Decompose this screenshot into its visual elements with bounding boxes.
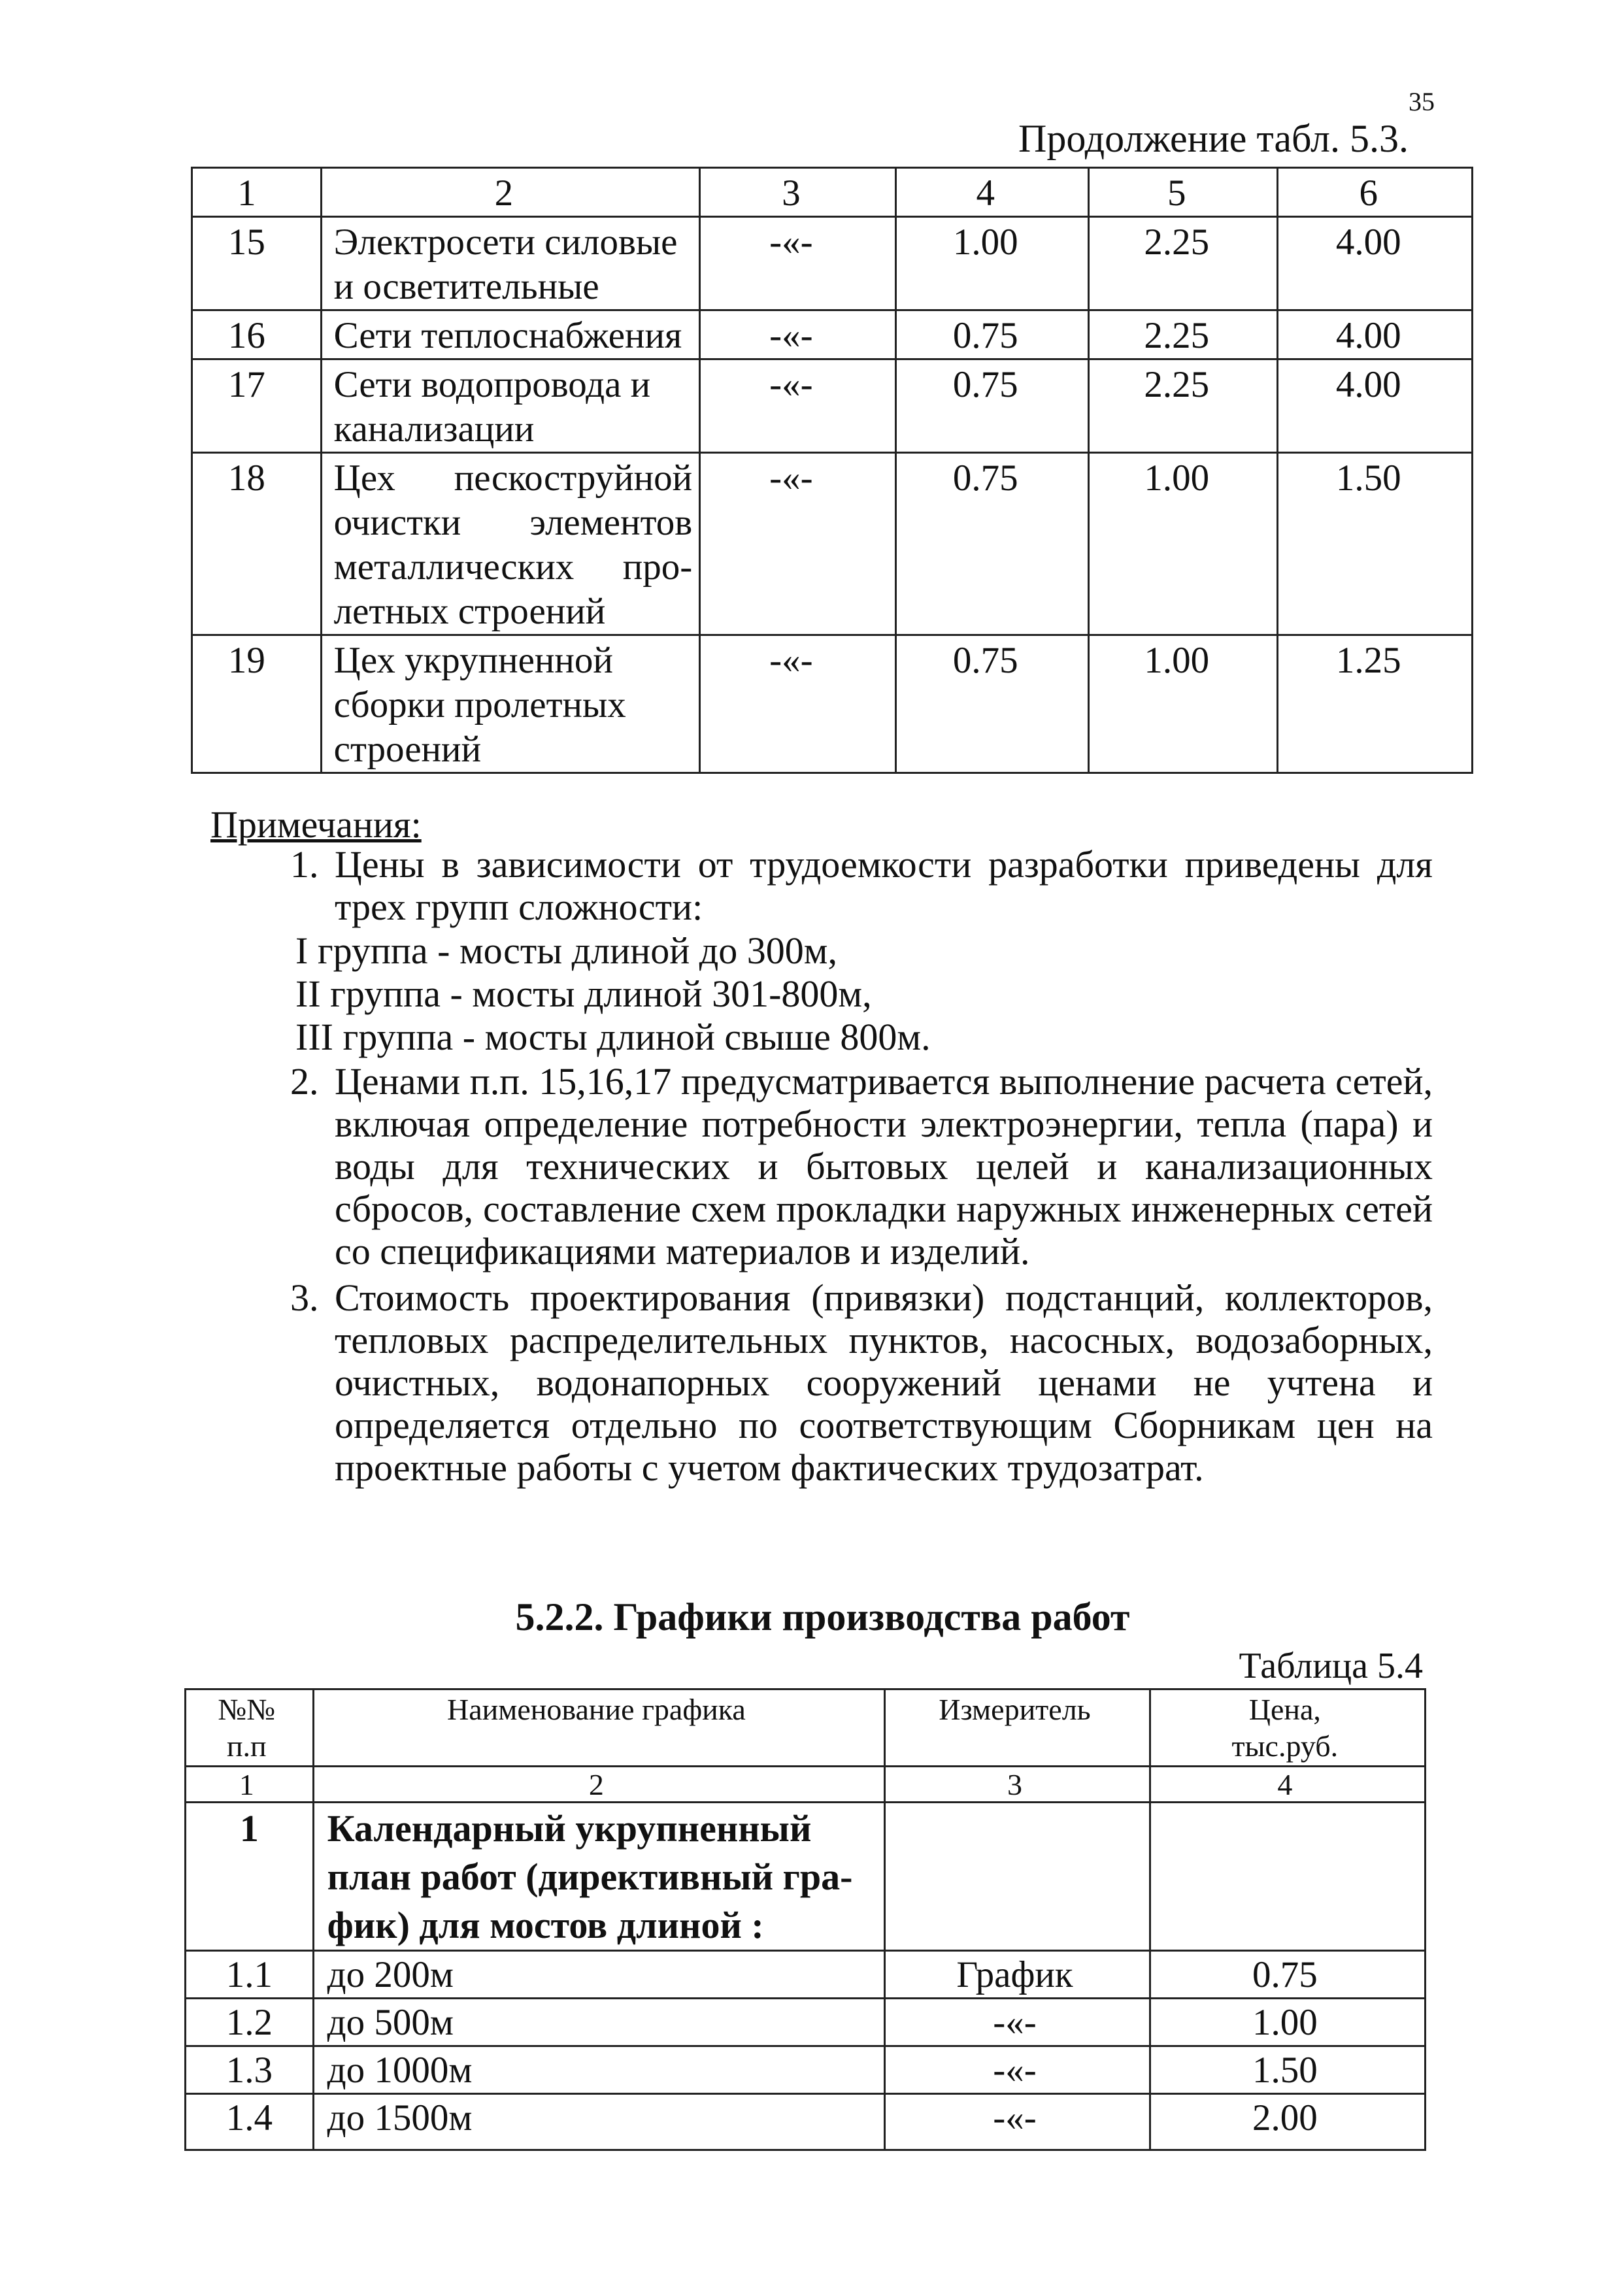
table-header-row: [186, 1689, 1426, 1767]
table-row: [192, 453, 1473, 635]
note-number: 1.: [290, 843, 319, 886]
header-cell: [186, 1689, 314, 1767]
row-value: 1.00: [895, 217, 1088, 310]
note-1: [290, 843, 1433, 928]
note-2: [290, 1060, 1433, 1273]
name-line: Электросети силовые: [333, 222, 678, 263]
table-row: [192, 217, 1473, 310]
row-number: 17: [192, 359, 322, 453]
header-line: п.п: [226, 1729, 267, 1763]
empty-cell: [885, 1803, 1150, 1951]
header-cell: 5: [1089, 168, 1278, 217]
row-value: 1.00: [1089, 635, 1278, 773]
row-unit: -«-: [700, 635, 895, 773]
table-row: [186, 2046, 1426, 2094]
table-row: [192, 635, 1473, 773]
table-label: Таблица 5.4: [1239, 1646, 1423, 1686]
header-cell: 6: [1278, 168, 1473, 217]
row-value: 2.25: [1089, 359, 1278, 453]
row-value: 4.00: [1278, 359, 1473, 453]
table-row: [192, 359, 1473, 453]
row-number: 19: [192, 635, 322, 773]
row-name: [313, 1803, 885, 1951]
table-row: [186, 1803, 1426, 1951]
row-name: до 1500м: [313, 2094, 885, 2150]
row-value: 0.75: [895, 359, 1088, 453]
row-number: 1.1: [186, 1951, 314, 1999]
row-value: 0.75: [895, 310, 1088, 359]
notes-title: Примечания:: [210, 803, 422, 846]
header-cell: Измеритель: [885, 1689, 1150, 1767]
table-row: [192, 310, 1473, 359]
name-line: Цех пескоструйной: [333, 458, 693, 499]
table-continuation-label: Продолжение табл. 5.3.: [1018, 117, 1409, 160]
name-line: план работ (директивный гра-: [327, 1855, 853, 1898]
name-line: фик) для мостов длиной :: [327, 1904, 764, 1946]
column-number: 1: [186, 1767, 314, 1803]
row-value: 1.00: [1089, 453, 1278, 635]
table-row: [186, 2094, 1426, 2150]
section-heading: 5.2.2. Графики производства работ: [515, 1595, 1130, 1639]
note-3: [290, 1276, 1433, 1489]
empty-cell: [1150, 1803, 1425, 1951]
note-text: Ценами п.п. 15,16,17 предусматривается выполнение расчета сетей, включая определение потребности электроэнергии, тепла (пара) и воды для технических и бытовых целей и канализационных сбросов, составление схем прокладки наружных инженерных сетей со спецификациями материалов и изделий.: [335, 1060, 1433, 1273]
name-line: очистки элементов: [333, 502, 693, 543]
row-number: 16: [192, 310, 322, 359]
row-value: 0.75: [895, 453, 1088, 635]
row-name: [321, 635, 700, 773]
row-number: 1: [186, 1803, 314, 1951]
row-name: [321, 217, 700, 310]
name-line: строений: [333, 729, 482, 770]
row-name: [321, 310, 700, 359]
header-cell: 3: [700, 168, 895, 217]
column-number: 4: [1150, 1767, 1425, 1803]
row-number: 1.4: [186, 2094, 314, 2150]
column-number: 2: [313, 1767, 885, 1803]
row-unit: -«-: [885, 1999, 1150, 2046]
row-unit: -«-: [885, 2046, 1150, 2094]
header-cell: [1150, 1689, 1425, 1767]
row-value: 2.25: [1089, 310, 1278, 359]
row-value: 1.50: [1278, 453, 1473, 635]
note-number: 2.: [290, 1060, 319, 1103]
row-value: 2.25: [1089, 217, 1278, 310]
table-row: [186, 1951, 1426, 1999]
group-line: I группа - мосты длиной до 300м,: [295, 929, 837, 972]
table-header-row: [192, 168, 1473, 217]
name-line: Календарный укрупненный: [327, 1807, 812, 1850]
note-number: 3.: [290, 1276, 319, 1319]
name-line: канализации: [333, 408, 535, 450]
name-line: Сети теплоснабжения: [333, 315, 682, 356]
header-cell: Наименование графика: [313, 1689, 885, 1767]
row-number: 15: [192, 217, 322, 310]
header-cell: 4: [895, 168, 1088, 217]
row-unit: График: [885, 1951, 1150, 1999]
name-line: летных строений: [333, 591, 606, 632]
row-unit: -«-: [700, 359, 895, 453]
row-unit: -«-: [700, 453, 895, 635]
row-number: 1.3: [186, 2046, 314, 2094]
header-line: №№: [218, 1693, 276, 1726]
group-line: III группа - мосты длиной свыше 800м.: [295, 1016, 931, 1058]
note-text: Стоимость проектирования (привязки) подстанций, коллекторов, тепловых распределительных пунктов, насосных, водозаборных, очистных, водонапорных сооружений ценами не учтена и определяется отдельно по соответствующим Сборникам цен на проектные работы с учетом фактических трудозатрат.: [335, 1276, 1433, 1489]
row-price: 2.00: [1150, 2094, 1425, 2150]
group-line: II группа - мосты длиной 301-800м,: [295, 973, 872, 1015]
header-cell: 2: [321, 168, 700, 217]
row-value: 1.25: [1278, 635, 1473, 773]
header-line: Цена,: [1248, 1693, 1321, 1726]
page-number: 35: [1409, 87, 1435, 116]
row-unit: -«-: [700, 310, 895, 359]
row-name: [321, 453, 700, 635]
name-line: Цех укрупненной: [333, 640, 613, 681]
row-name: до 500м: [313, 1999, 885, 2046]
row-name: [321, 359, 700, 453]
name-line: и осветительные: [333, 266, 599, 307]
row-number: 18: [192, 453, 322, 635]
row-value: 4.00: [1278, 217, 1473, 310]
name-line: металлических про-: [333, 546, 693, 588]
row-price: 1.50: [1150, 2046, 1425, 2094]
row-name: до 1000м: [313, 2046, 885, 2094]
header-line: тыс.руб.: [1231, 1729, 1339, 1763]
name-line: сборки пролетных: [333, 684, 626, 725]
row-price: 0.75: [1150, 1951, 1425, 1999]
row-value: 0.75: [895, 635, 1088, 773]
row-name: до 200м: [313, 1951, 885, 1999]
table-5-4: [184, 1688, 1426, 2151]
column-number-row: [186, 1767, 1426, 1803]
row-price: 1.00: [1150, 1999, 1425, 2046]
row-unit: -«-: [700, 217, 895, 310]
row-value: 4.00: [1278, 310, 1473, 359]
row-unit: -«-: [885, 2094, 1150, 2150]
table-row: [186, 1999, 1426, 2046]
column-number: 3: [885, 1767, 1150, 1803]
header-cell: 1: [192, 168, 322, 217]
note-text: Цены в зависимости от трудоемкости разработки приведены для трех групп сложности:: [335, 843, 1433, 928]
table-5-3-continuation: [191, 167, 1473, 774]
name-line: Сети водопровода и: [333, 364, 651, 405]
row-number: 1.2: [186, 1999, 314, 2046]
